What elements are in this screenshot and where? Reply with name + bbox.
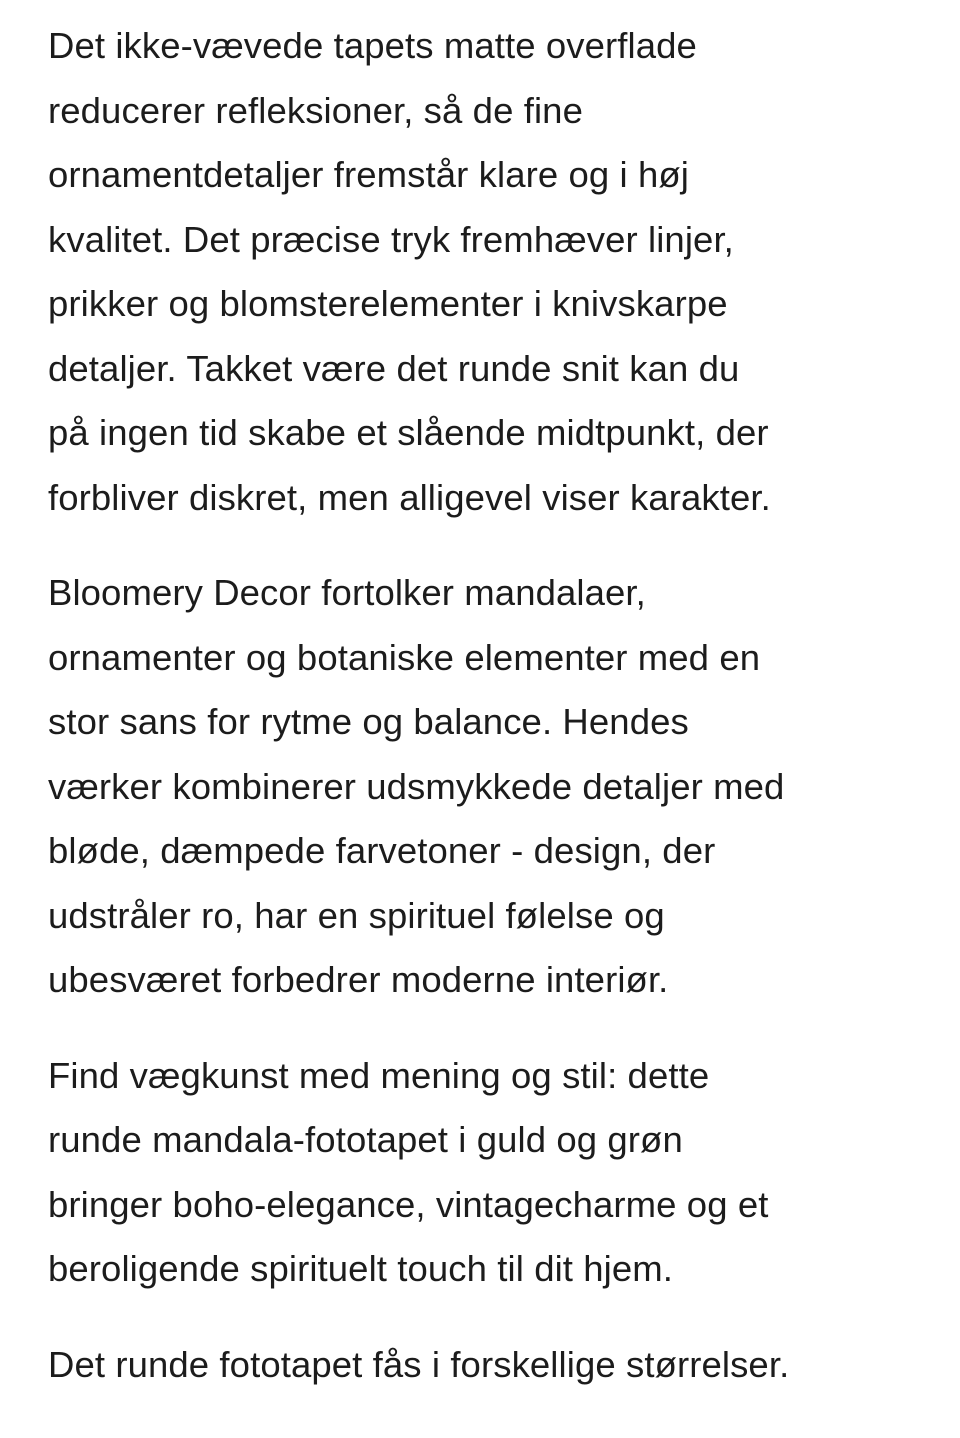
description-paragraph-1 xyxy=(48,14,920,530)
description-paragraph-3 xyxy=(48,1044,920,1302)
text-line: Find vægkunst med mening og stil: dette xyxy=(48,1054,710,1096)
text-line: udstråler ro, har en spirituel følelse og xyxy=(48,894,665,936)
text-line: kvalitet. Det præcise tryk fremhæver linjer, xyxy=(48,218,734,260)
text-line: forbliver diskret, men alligevel viser karakter. xyxy=(48,476,771,518)
text-line: Det runde fototapet fås i forskellige størrelser. xyxy=(48,1343,790,1385)
text-line: ubesværet forbedrer moderne interiør. xyxy=(48,959,669,1000)
text-line: Bloomery Decor fortolker mandalaer, xyxy=(48,572,646,613)
text-line: beroligende spirituelt touch til dit hjem. xyxy=(48,1248,674,1289)
text-line: bringer boho-elegance, vintagecharme og et xyxy=(48,1183,769,1225)
text-line: detaljer. Takket være det runde snit kan du xyxy=(48,347,740,389)
text-line: ornamenter og botaniske elementer med en xyxy=(48,636,761,678)
text-line: bløde, dæmpede farvetoner - design, der xyxy=(48,830,716,871)
text-line: prikker og blomsterelementer i knivskarpe xyxy=(48,283,728,324)
description-paragraph-4 xyxy=(48,1333,920,1398)
description-paragraph-2 xyxy=(48,561,920,1013)
text-line: ornamentdetaljer fremstår klare og i høj xyxy=(48,154,689,195)
text-line: stor sans for rytme og balance. Hendes xyxy=(48,701,689,742)
text-line: runde mandala-fototapet i guld og grøn xyxy=(48,1119,683,1160)
text-line: på ingen tid skabe et slående midtpunkt, der xyxy=(48,412,769,453)
text-line: værker kombinerer udsmykkede detaljer med xyxy=(48,765,785,807)
text-line: Det ikke-vævede tapets matte overflade xyxy=(48,25,697,66)
text-line: reducerer refleksioner, så de fine xyxy=(48,89,583,131)
